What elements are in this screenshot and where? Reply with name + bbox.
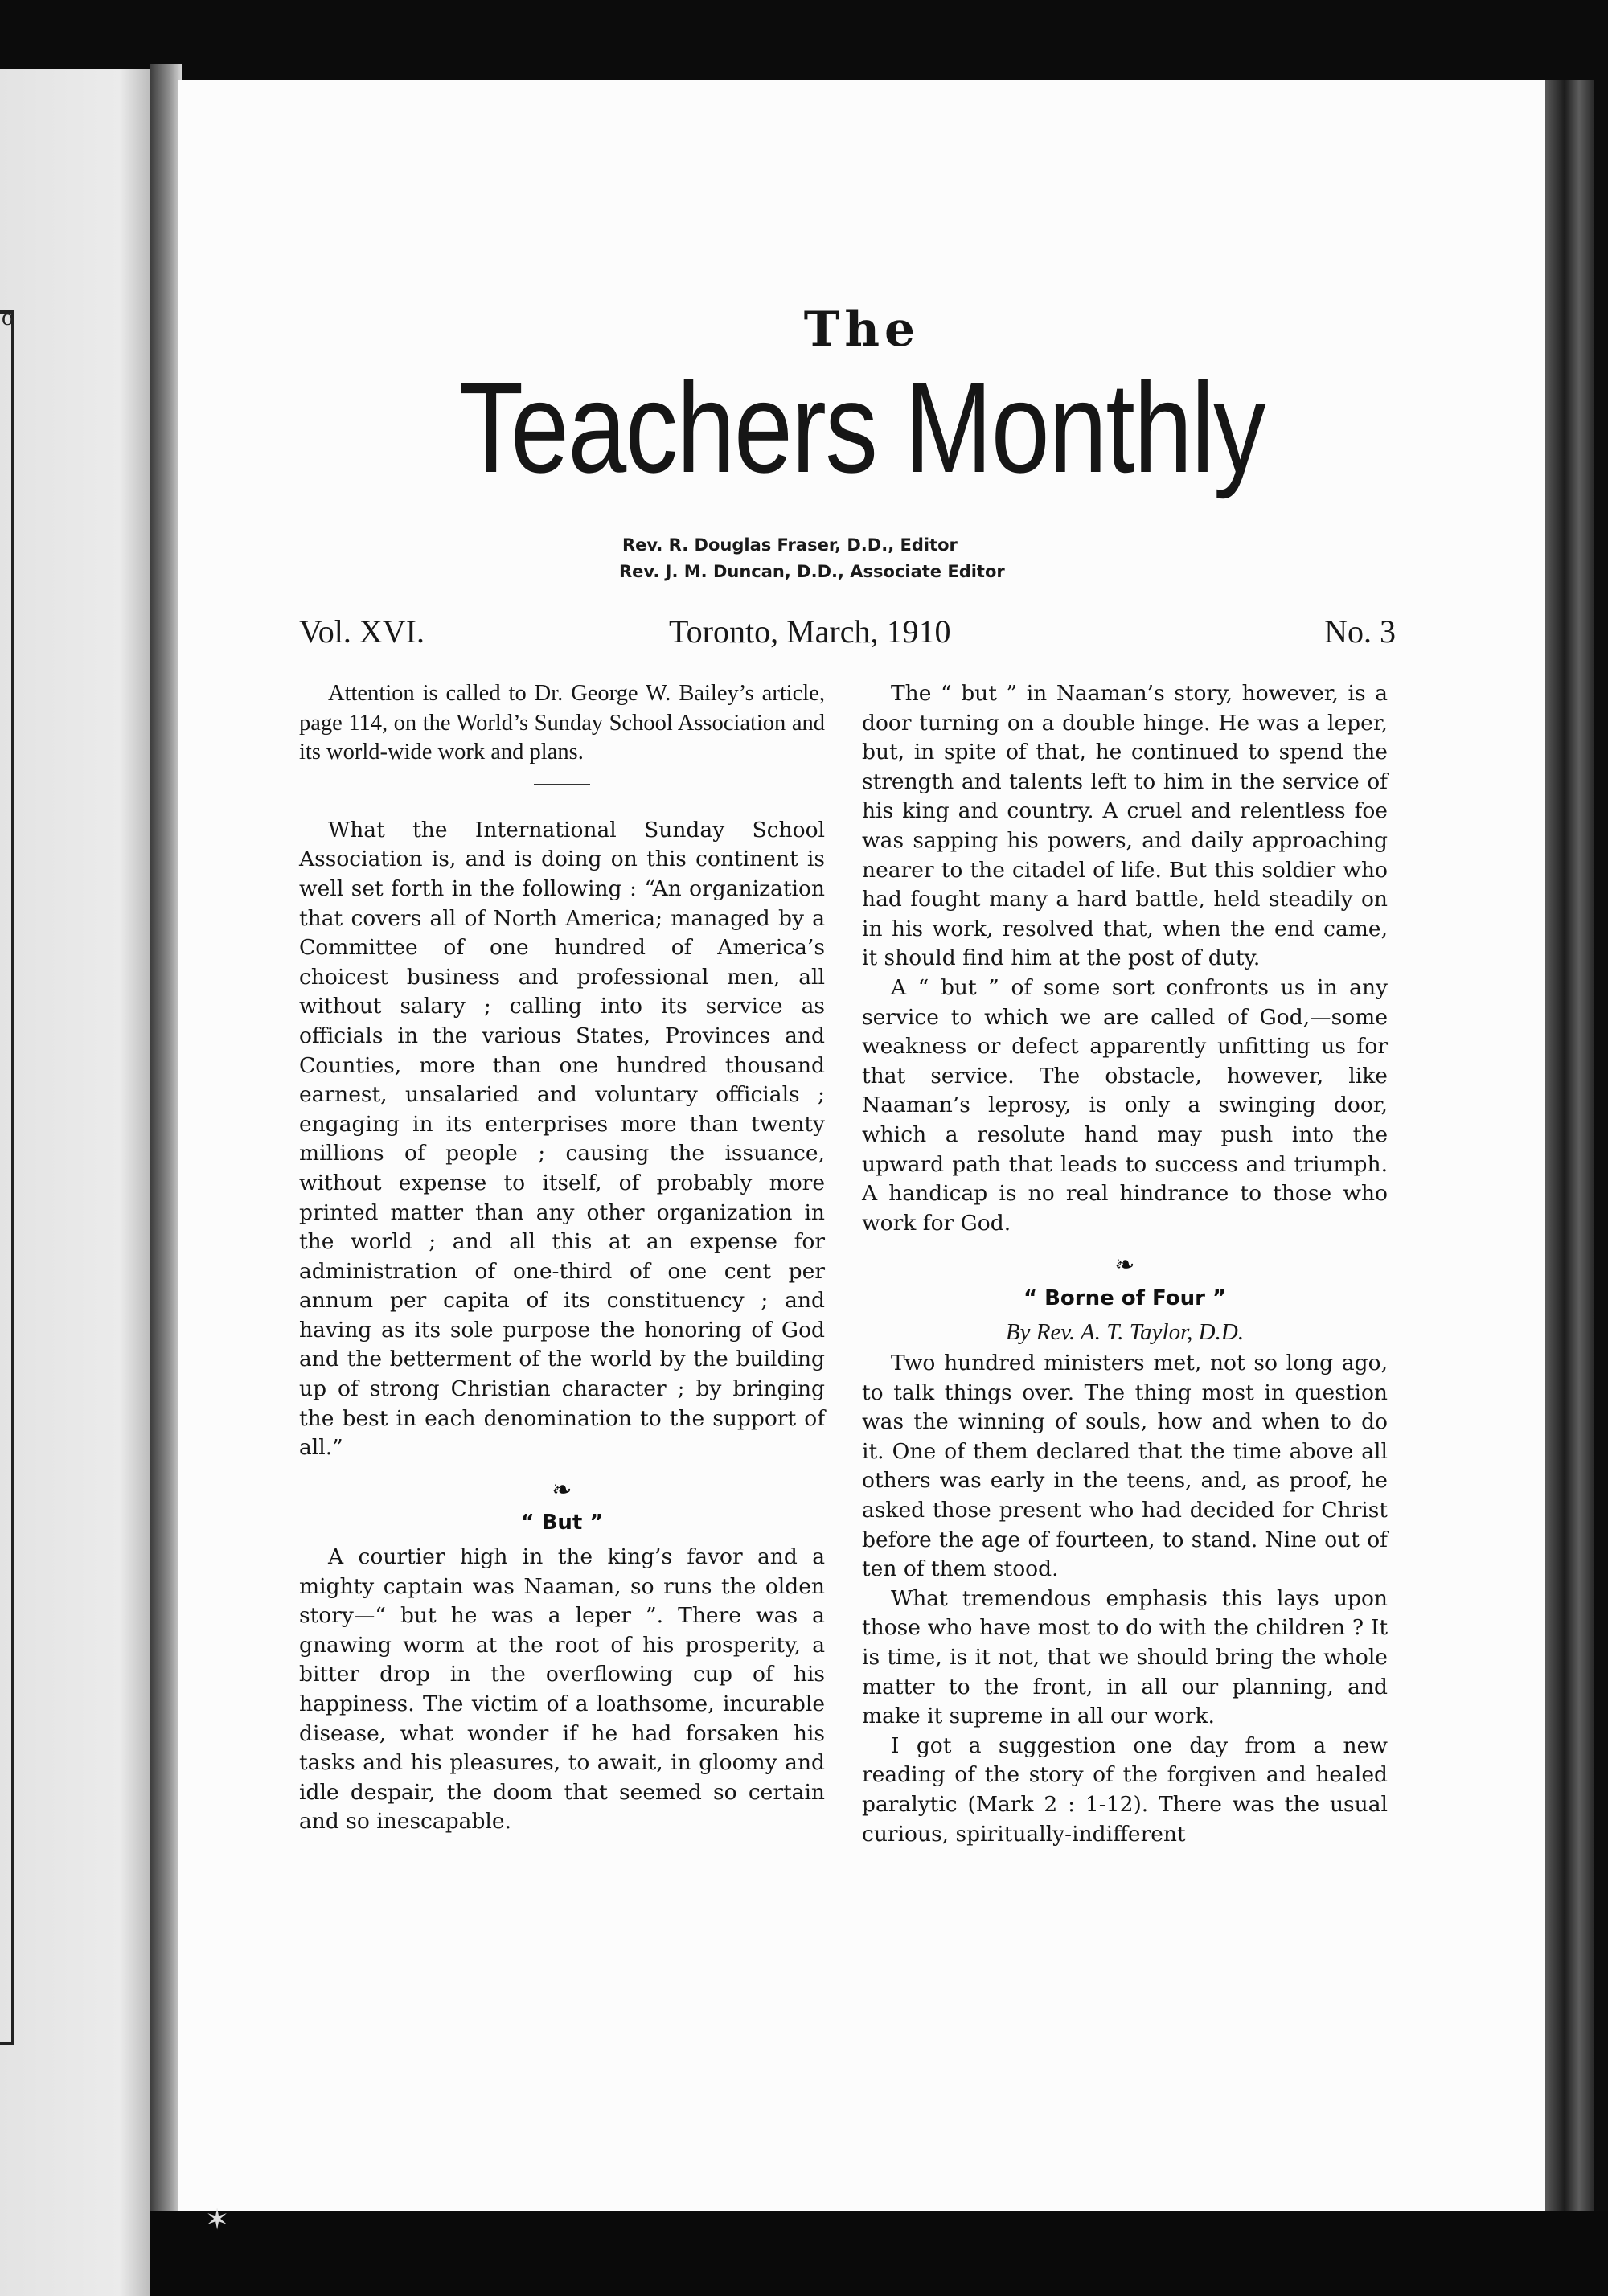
byline: By Rev. A. T. Taylor, D.D.	[1005, 1319, 1245, 1346]
paragraph: Attention is called to Dr. George W. Bailey’s article, page 114, on the World’s Sunday School Association and its world-wide work and plans.	[299, 681, 825, 765]
volume-label: Vol. XVI.	[299, 613, 425, 650]
facing-page-letter: o	[2, 304, 14, 330]
scan-border	[150, 2211, 1608, 2296]
editor-line: Rev. R. Douglas Fraser, D.D., Editor	[622, 535, 958, 555]
associate-editor-line: Rev. J. M. Duncan, D.D., Associate Editor	[619, 562, 1005, 581]
divider-rule	[534, 784, 590, 785]
masthead-the: The	[803, 301, 921, 358]
paragraph: What tremendous emphasis this lays upon those who have most to do with the children ? It is time, is it not, that we should bring the whole matter to the front, in all our planning, and make it supreme in all our work.	[862, 1585, 1388, 1729]
paragraph: A courtier high in the king’s favor and a mighty captain was Naaman, so runs the olden story—“ but he was a leper ”. There was a gnawing worm at the root of his prosperity, a bitter drop in the overflowing cup of his happiness. The victim of a loathsome, incurable disease, what wonder if he had forsaken his tasks and his pleasures, to await, in gloomy and idle despair, the doom that seemed so certain and so inescapable.	[299, 1544, 825, 1835]
masthead-title: Teachers Monthly	[459, 355, 1265, 499]
section-heading-borne-of-four: “ Borne of Four ”	[1023, 1285, 1227, 1310]
editors-block	[619, 532, 1182, 585]
issue-number: No. 3	[1324, 613, 1396, 650]
paragraph: What the International Sunday School Association is, and is doing on this continent is well set forth in the following : “An organization that covers all of North America; managed by a Committee of one hundred of America’s choicest business and professional men, all without salary ; calling into its service as officials in the various States, Provinces and Counties, more than one hundred thousand earnest, unsalaried and voluntary officials ; engaging in its enterprises more than twenty millions of people ; causing the issuance, without expense to itself, of probably more printed matter than any other organization in the world ; and all this at an expense for administration of one-third of one cent per annum per capita of its constituency ; and having as its sole purpose the honoring of God and the betterment of the world by the building up of strong Christian character ; by bringing the best in each denomination to the support of all.”	[299, 817, 825, 1461]
page-edge	[1545, 80, 1594, 2211]
facing-page	[0, 69, 150, 2296]
fleuron-ornament: ❧	[1114, 1252, 1135, 1279]
book-gutter	[150, 64, 182, 2296]
left-column	[299, 679, 825, 1837]
issue-line	[299, 613, 1396, 653]
scan-smudge: ✶	[205, 2204, 230, 2236]
fleuron-ornament: ❧	[552, 1476, 572, 1503]
paragraph: The “ but ” in Naaman’s story, however, is a door turning on a double hinge. He was a leper, but, in spite of that, he continued to spend the strength and talents left to him in the service of his king and country. A cruel and relentless foe was sapping his powers, and daily approaching nearer to the citadel of life. But this soldier who had fought many a hard battle, held steadily on in his work, resolved that, when the end came, it should find him at the post of duty.	[862, 681, 1388, 971]
right-column	[862, 679, 1388, 1849]
paragraph: Two hundred ministers met, not so long ago, to talk things over. The thing most in question was the winning of souls, how and when to do it. One of them declared that the time above all others was early in the teens, and, as proof, he asked those present who had decided for Christ before the age of fourteen, to stand. Nine out of ten of them stood.	[862, 1351, 1388, 1582]
section-heading-but: “ But ”	[520, 1511, 604, 1535]
place-date: Toronto, March, 1910	[669, 613, 951, 650]
facing-page-frame	[0, 310, 14, 2045]
paragraph: I got a suggestion one day from a new reading of the story of the forgiven and healed paralytic (Mark 2 : 1-12). There was the usual curious, spiritually-indifferent	[862, 1732, 1388, 1847]
paragraph: A “ but ” of some sort confronts us in any service to which we are called of God,—some weakness or defect apparently unfitting us for that service. The obstacle, however, like Naaman’s leprosy, is only a swinging door, which a resolute hand may push into the upward path that leads to success and triumph. A handicap is no real hindrance to those who work for God.	[862, 974, 1388, 1236]
